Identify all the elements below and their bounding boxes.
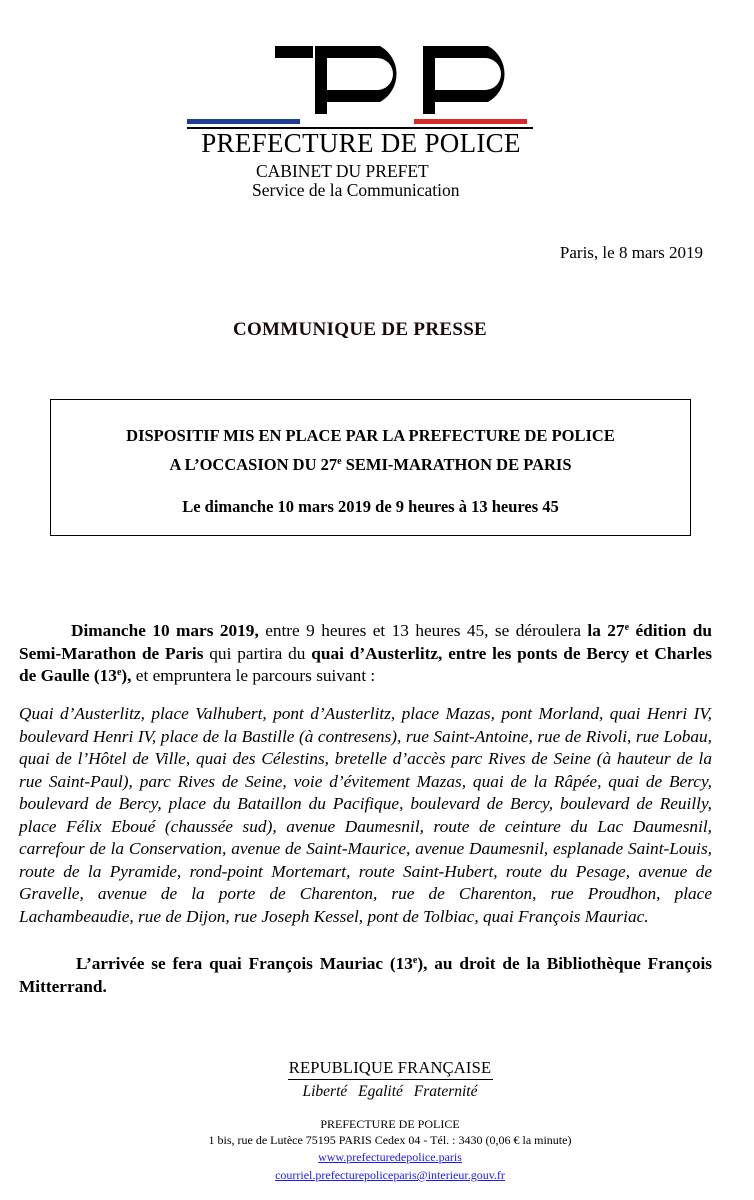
footer [170,1058,610,1184]
headline-line-2 [51,455,690,475]
footer-prefecture: PREFECTURE DE POLICE [320,1117,460,1131]
republic-motto: Liberté Egalité Fraternité [302,1083,478,1100]
republique-francaise: REPUBLIQUE FRANÇAISE [288,1058,492,1077]
headline-line-2-start: A L’OCCASION DU 27 [169,455,338,474]
arrival-text-end: ), au droit de la Bibliothèque François Mitterrand. [19,954,712,996]
headline-date: Le dimanche 10 mars 2019 de 9 heures à 13 heures 45 [182,497,559,516]
arrival-paragraph [19,953,712,998]
intro-text-1: entre 9 heures et 13 heures 45, se déroulera [258,621,588,640]
intro-start-location-end: ), [121,666,132,685]
headline-line-2-end: SEMI-MARATHON DE PARIS [341,455,572,474]
flag-red-stripe [414,119,527,124]
flag-blue-stripe [187,119,300,124]
footer-address: 1 bis, rue de Lutèce 75195 PARIS Cedex 04 - Tél. : 3430 (0,06 € la minute) [208,1133,572,1147]
footer-rule [288,1079,493,1080]
prefecture-pp-logo-icon [275,38,525,114]
intro-start-location: quai d’Austerlitz, entre les ponts de Bercy et Charles de Gaulle (13 [19,643,712,685]
intro-edition: la 27 [587,621,625,640]
intro-date: Dimanche 10 mars 2019, [71,621,259,640]
press-release-title: COMMUNIQUE DE PRESSE [232,319,488,340]
website-link[interactable]: www.prefecturedepolice.paris [318,1150,462,1164]
intro-arrondissement-sup: e [116,667,122,678]
headline-line-1: DISPOSITIF MIS EN PLACE PAR LA PREFECTURE DE POLICE [126,426,615,445]
intro-edition-sup: e [624,622,630,633]
headline-ordinal-sup: e [337,456,342,467]
arrival-text-start: L’arrivée se fera quai François Mauriac (13 [76,954,413,973]
route-paragraph: Quai d’Austerlitz, place Valhubert, pont d’Austerlitz, place Mazas, pont Morland, quai Henri IV, boulevard Henri IV, place de la Bastille (à contresens), rue Saint-Antoine, rue de Rivoli, rue Lobau, quai de l’Hôtel de Ville, quai des Célestins, bretelle d’accès parc Rives de Seine (à hauteur de la rue Saint-Paul), parc Rives de Seine, voie d’évitement Mazas, quai de la Râpée, quai de Bercy, boulevard de Bercy, place du Bataillon du Pacifique, boulevard de Bercy, boulevard de Reuilly, place Félix Eboué (chaussée sud), avenue Daumesnil, route de ceinture du Lac Daumesnil, carrefour de la Conservation, avenue de Saint-Maurice, avenue Daumesnil, esplanade Saint-Louis, route de la Pyramide, rond-point Mortemart, route Saint-Hubert, route du Pesage, avenue de Gravelle, avenue de la porte de Charenton, rue de Charenton, rue Proudhon, place Lachambeaudie, rue de Dijon, rue Joseph Kessel, pont de Tolbiac, quai François Mauriac. [19,704,712,926]
cabinet-subtitle: CABINET DU PREFET [256,161,429,181]
service-subtitle: Service de la Communication [252,180,460,200]
prefecture-title: PREFECTURE DE POLICE [201,128,521,158]
arrival-arrondissement-sup: e [412,955,418,966]
intro-paragraph [19,620,712,688]
email-link[interactable]: courriel.prefecturepoliceparis@interieur.gouv.fr [275,1168,505,1182]
tricolor-flag-band [187,119,527,124]
intro-text-2: qui partira du [203,643,312,663]
intro-text-3: et empruntera le parcours suivant : [131,666,376,685]
headline-box [50,399,691,536]
intro-event: édition du Semi-Marathon de Paris [19,621,712,663]
date-line: Paris, le 8 mars 2019 [559,243,703,262]
flag-white-stripe [300,119,414,124]
